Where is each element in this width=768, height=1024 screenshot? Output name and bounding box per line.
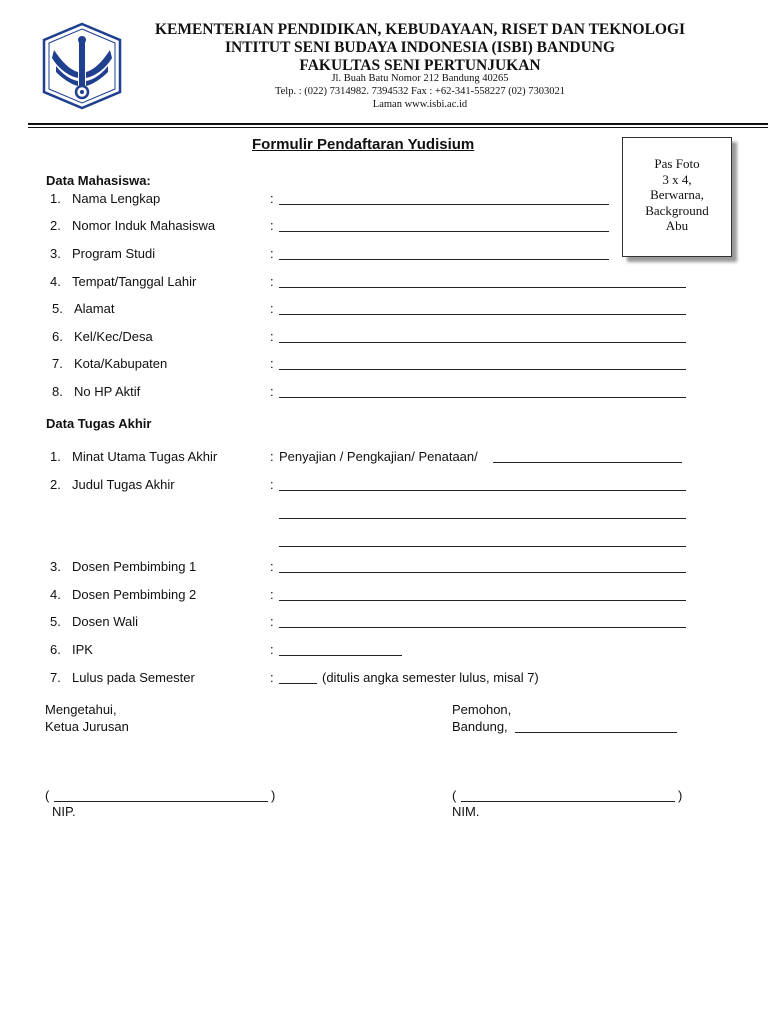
- field-program-studi[interactable]: [279, 259, 609, 260]
- photo-box-line: Berwarna,: [650, 187, 704, 202]
- close-paren: ): [678, 788, 683, 803]
- nim-label: NIM.: [452, 804, 480, 819]
- photo-box-line: Pas Foto: [654, 156, 700, 171]
- ketua-jurusan-label: Ketua Jurusan: [45, 719, 129, 734]
- item-number: 2.: [50, 218, 61, 233]
- field-nim[interactable]: [279, 231, 609, 232]
- item-number: 4.: [50, 587, 61, 602]
- minat-options: Penyajian / Pengkajian/ Penataan/: [279, 449, 478, 464]
- colon: :: [270, 559, 274, 574]
- form-title: Formulir Pendaftaran Yudisium: [252, 136, 475, 153]
- item-number: 4.: [50, 274, 61, 289]
- close-paren: ): [271, 788, 276, 803]
- item-number: 7.: [50, 670, 61, 685]
- field-tempat-tanggal-lahir[interactable]: [279, 287, 686, 288]
- field-nama-pemohon[interactable]: [461, 801, 675, 802]
- field-nama-lengkap[interactable]: [279, 204, 609, 205]
- header-divider-thin: [28, 127, 768, 128]
- label-minat-utama: Minat Utama Tugas Akhir: [72, 449, 218, 464]
- colon: :: [270, 477, 274, 492]
- website: Laman www.isbi.ac.id: [372, 99, 468, 110]
- photo-box-line: 3 x 4,: [662, 171, 692, 187]
- label-lulus-semester: Lulus pada Semester: [72, 670, 195, 685]
- open-paren: (: [452, 788, 457, 803]
- label-nim: Nomor Induk Mahasiswa: [72, 218, 216, 233]
- label-dosen-wali: Dosen Wali: [72, 614, 138, 629]
- isbi-logo-icon: [40, 22, 124, 110]
- photo-box: [622, 137, 732, 257]
- semester-note: (ditulis angka semester lulus, misal 7): [322, 670, 539, 685]
- colon: :: [270, 642, 274, 657]
- item-number: 1.: [50, 449, 61, 464]
- field-dosen-wali[interactable]: [279, 627, 686, 628]
- item-number: 7.: [52, 356, 63, 371]
- field-tanggal[interactable]: [515, 732, 677, 733]
- field-kota-kabupaten[interactable]: [279, 369, 686, 370]
- label-kota-kabupaten: Kota/Kabupaten: [74, 356, 168, 371]
- mengetahui-label: Mengetahui,: [45, 702, 117, 717]
- field-nama-ketua-jurusan[interactable]: [54, 801, 268, 802]
- colon: :: [270, 587, 274, 602]
- header-divider: [28, 123, 768, 125]
- label-dosen-pembimbing-2: Dosen Pembimbing 2: [72, 587, 197, 602]
- label-program-studi: Program Studi: [72, 246, 156, 261]
- label-alamat: Alamat: [74, 301, 115, 316]
- item-number: 6.: [52, 329, 63, 344]
- item-number: 5.: [52, 301, 63, 316]
- field-no-hp[interactable]: [279, 397, 686, 398]
- colon: :: [270, 274, 274, 289]
- colon: :: [270, 191, 274, 206]
- phone-fax: Telp. : (022) 7314982. 7394532 Fax : +62-341-558227 (02) 7303021: [274, 86, 566, 97]
- faculty-name: FAKULTAS SENI PERTUNJUKAN: [299, 57, 541, 74]
- colon: :: [270, 384, 274, 399]
- section-title-mahasiswa: Data Mahasiswa:: [46, 173, 151, 188]
- open-paren: (: [45, 788, 50, 803]
- nip-label: NIP.: [52, 804, 76, 819]
- field-judul-line-2[interactable]: [279, 518, 686, 519]
- item-number: 8.: [52, 384, 63, 399]
- label-judul-tugas-akhir: Judul Tugas Akhir: [72, 477, 175, 492]
- colon: :: [270, 246, 274, 261]
- bandung-label: Bandung,: [452, 719, 508, 734]
- field-judul-line-3[interactable]: [279, 546, 686, 547]
- item-number: 6.: [50, 642, 61, 657]
- field-dosen-pembimbing-2[interactable]: [279, 600, 686, 601]
- label-no-hp: No HP Aktif: [74, 384, 141, 399]
- item-number: 2.: [50, 477, 61, 492]
- photo-box-line: Abu: [665, 218, 689, 233]
- pemohon-label: Pemohon,: [452, 702, 512, 717]
- colon: :: [270, 614, 274, 629]
- colon: :: [270, 356, 274, 371]
- field-alamat[interactable]: [279, 314, 686, 315]
- label-dosen-pembimbing-1: Dosen Pembimbing 1: [72, 559, 197, 574]
- colon: :: [270, 670, 274, 685]
- photo-box-line: Background: [645, 202, 709, 218]
- address: Jl. Buah Batu Nomor 212 Bandung 40265: [331, 73, 509, 84]
- item-number: 3.: [50, 559, 61, 574]
- institute-name: INTITUT SENI BUDAYA INDONESIA (ISBI) BANDUNG: [224, 39, 616, 56]
- colon: :: [270, 329, 274, 344]
- field-kel-kec-desa[interactable]: [279, 342, 686, 343]
- item-number: 5.: [50, 614, 61, 629]
- item-number: 1.: [50, 191, 61, 206]
- field-ipk[interactable]: [279, 655, 402, 656]
- colon: :: [270, 449, 274, 464]
- colon: :: [270, 218, 274, 233]
- label-kel-kec-desa: Kel/Kec/Desa: [74, 329, 153, 344]
- field-lulus-semester[interactable]: [279, 683, 317, 684]
- section-title-tugas-akhir: Data Tugas Akhir: [46, 416, 152, 431]
- field-dosen-pembimbing-1[interactable]: [279, 572, 686, 573]
- label-tempat-tanggal-lahir: Tempat/Tanggal Lahir: [72, 274, 197, 289]
- colon: :: [270, 301, 274, 316]
- ministry-name: KEMENTERIAN PENDIDIKAN, KEBUDAYAAN, RISET DAN TEKNOLOGI: [154, 21, 686, 38]
- field-judul-line-1[interactable]: [279, 490, 686, 491]
- label-ipk: IPK: [72, 642, 93, 657]
- field-minat-utama[interactable]: [493, 462, 682, 463]
- item-number: 3.: [50, 246, 61, 261]
- label-nama-lengkap: Nama Lengkap: [72, 191, 161, 206]
